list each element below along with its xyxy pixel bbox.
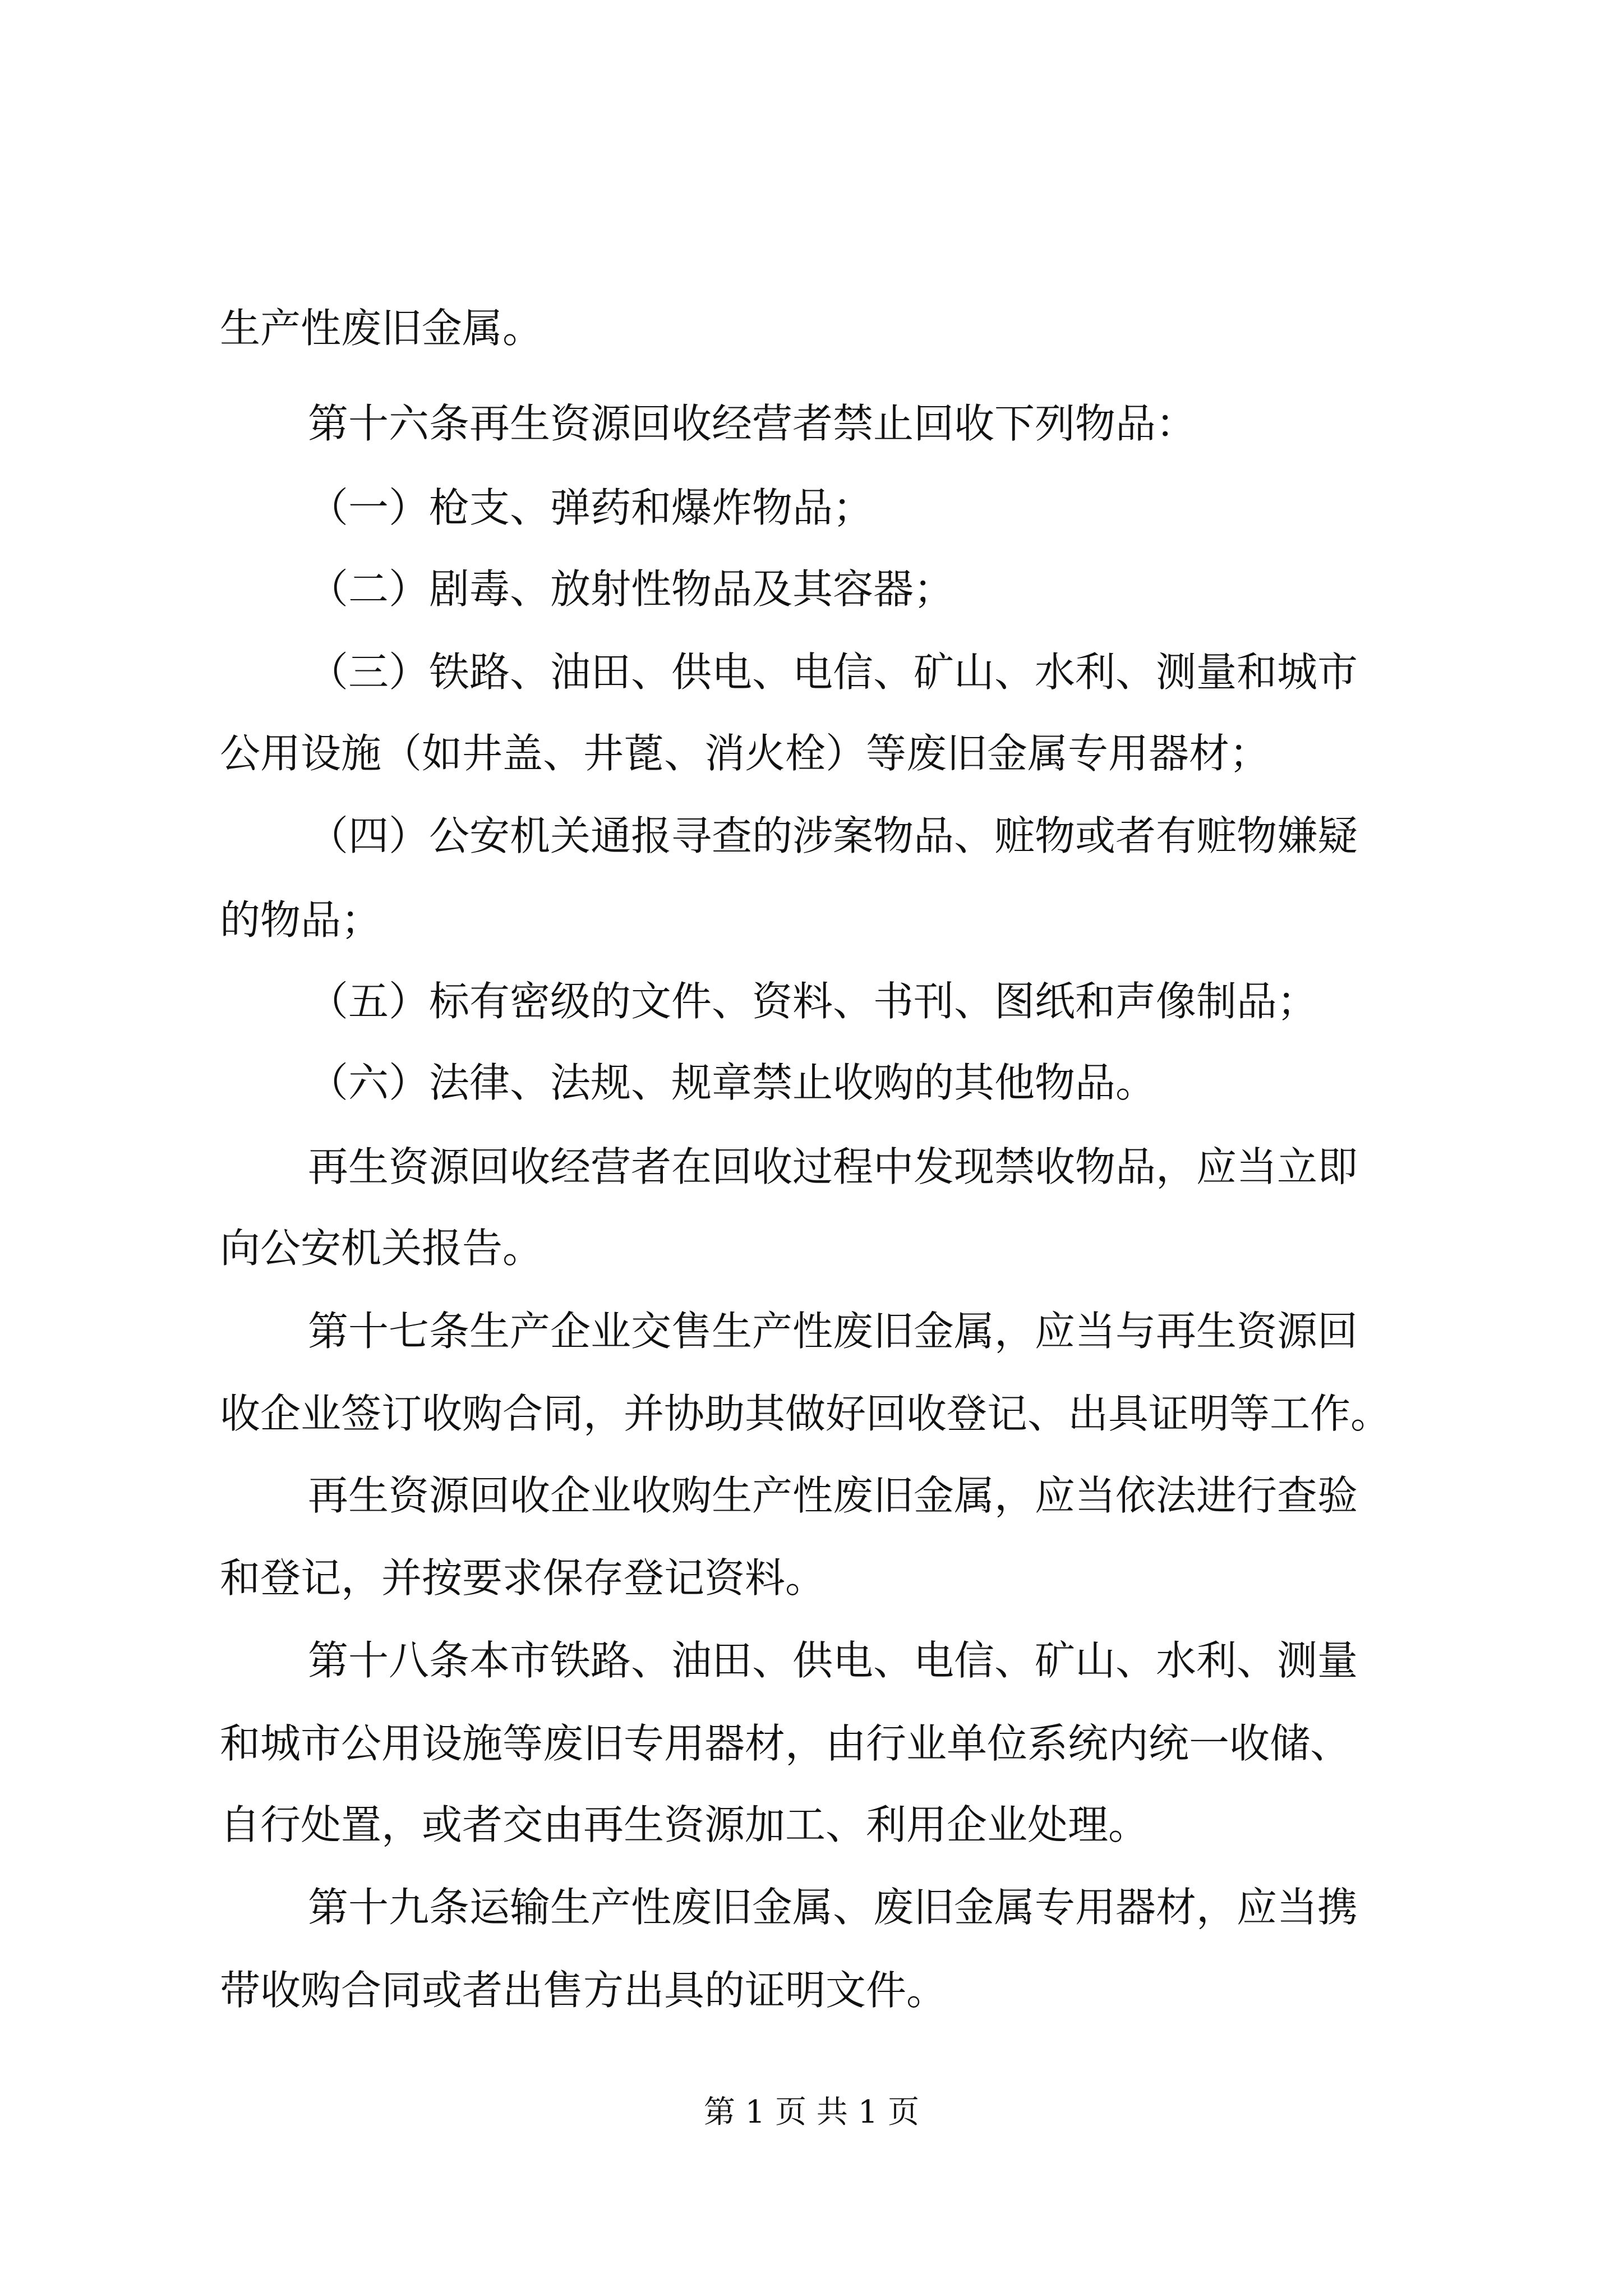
text-line-20: 第十九条运输生产性废旧金属、废旧金属专用器材，应当携 bbox=[308, 1884, 1358, 1931]
text-line-8: 的物品； bbox=[220, 896, 382, 944]
text-line-7: （四）公安机关通报寻查的涉案物品、赃物或者有赃物嫌疑 bbox=[308, 812, 1358, 859]
text-line-17: 第十八条本市铁路、油田、供电、电信、矿山、水利、测量 bbox=[308, 1637, 1358, 1684]
text-line-11: 再生资源回收经营者在回收过程中发现禁收物品，应当立即 bbox=[308, 1143, 1358, 1190]
text-line-14: 收企业签订收购合同，并协助其做好回收登记、出具证明等工作。 bbox=[220, 1390, 1391, 1437]
text-line-10: （六）法律、法规、规章禁止收购的其他物品。 bbox=[308, 1059, 1156, 1106]
text-line-13: 第十七条生产企业交售生产性废旧金属，应当与再生资源回 bbox=[308, 1308, 1358, 1355]
text-line-1: 生产性废旧金属。 bbox=[220, 305, 543, 352]
text-line-16: 和登记，并按要求保存登记资料。 bbox=[220, 1554, 826, 1602]
text-line-3: （一）枪支、弹药和爆炸物品； bbox=[308, 484, 874, 531]
text-line-18: 和城市公用设施等废旧专用器材，由行业单位系统内统一收储、 bbox=[220, 1720, 1351, 1767]
text-line-5: （三）铁路、油田、供电、电信、矿山、水利、测量和城市 bbox=[308, 648, 1358, 696]
text-line-15: 再生资源回收企业收购生产性废旧金属，应当依法进行查验 bbox=[308, 1472, 1358, 1519]
text-line-2: 第十六条再生资源回收经营者禁止回收下列物品： bbox=[308, 400, 1197, 447]
text-line-6: 公用设施（如井盖、井蓖、消火栓）等废旧金属专用器材； bbox=[220, 730, 1270, 777]
text-line-19: 自行处置，或者交由再生资源加工、利用企业处理。 bbox=[220, 1801, 1149, 1848]
text-line-9: （五）标有密级的文件、资料、书刊、图纸和声像制品； bbox=[308, 978, 1318, 1025]
text-line-21: 带收购合同或者出售方出具的证明文件。 bbox=[220, 1967, 947, 2014]
text-line-12: 向公安机关报告。 bbox=[220, 1225, 543, 1272]
text-line-4: （二）剧毒、放射性物品及其容器； bbox=[308, 565, 955, 613]
page-footer: 第 1 页 共 1 页 bbox=[703, 2094, 920, 2131]
